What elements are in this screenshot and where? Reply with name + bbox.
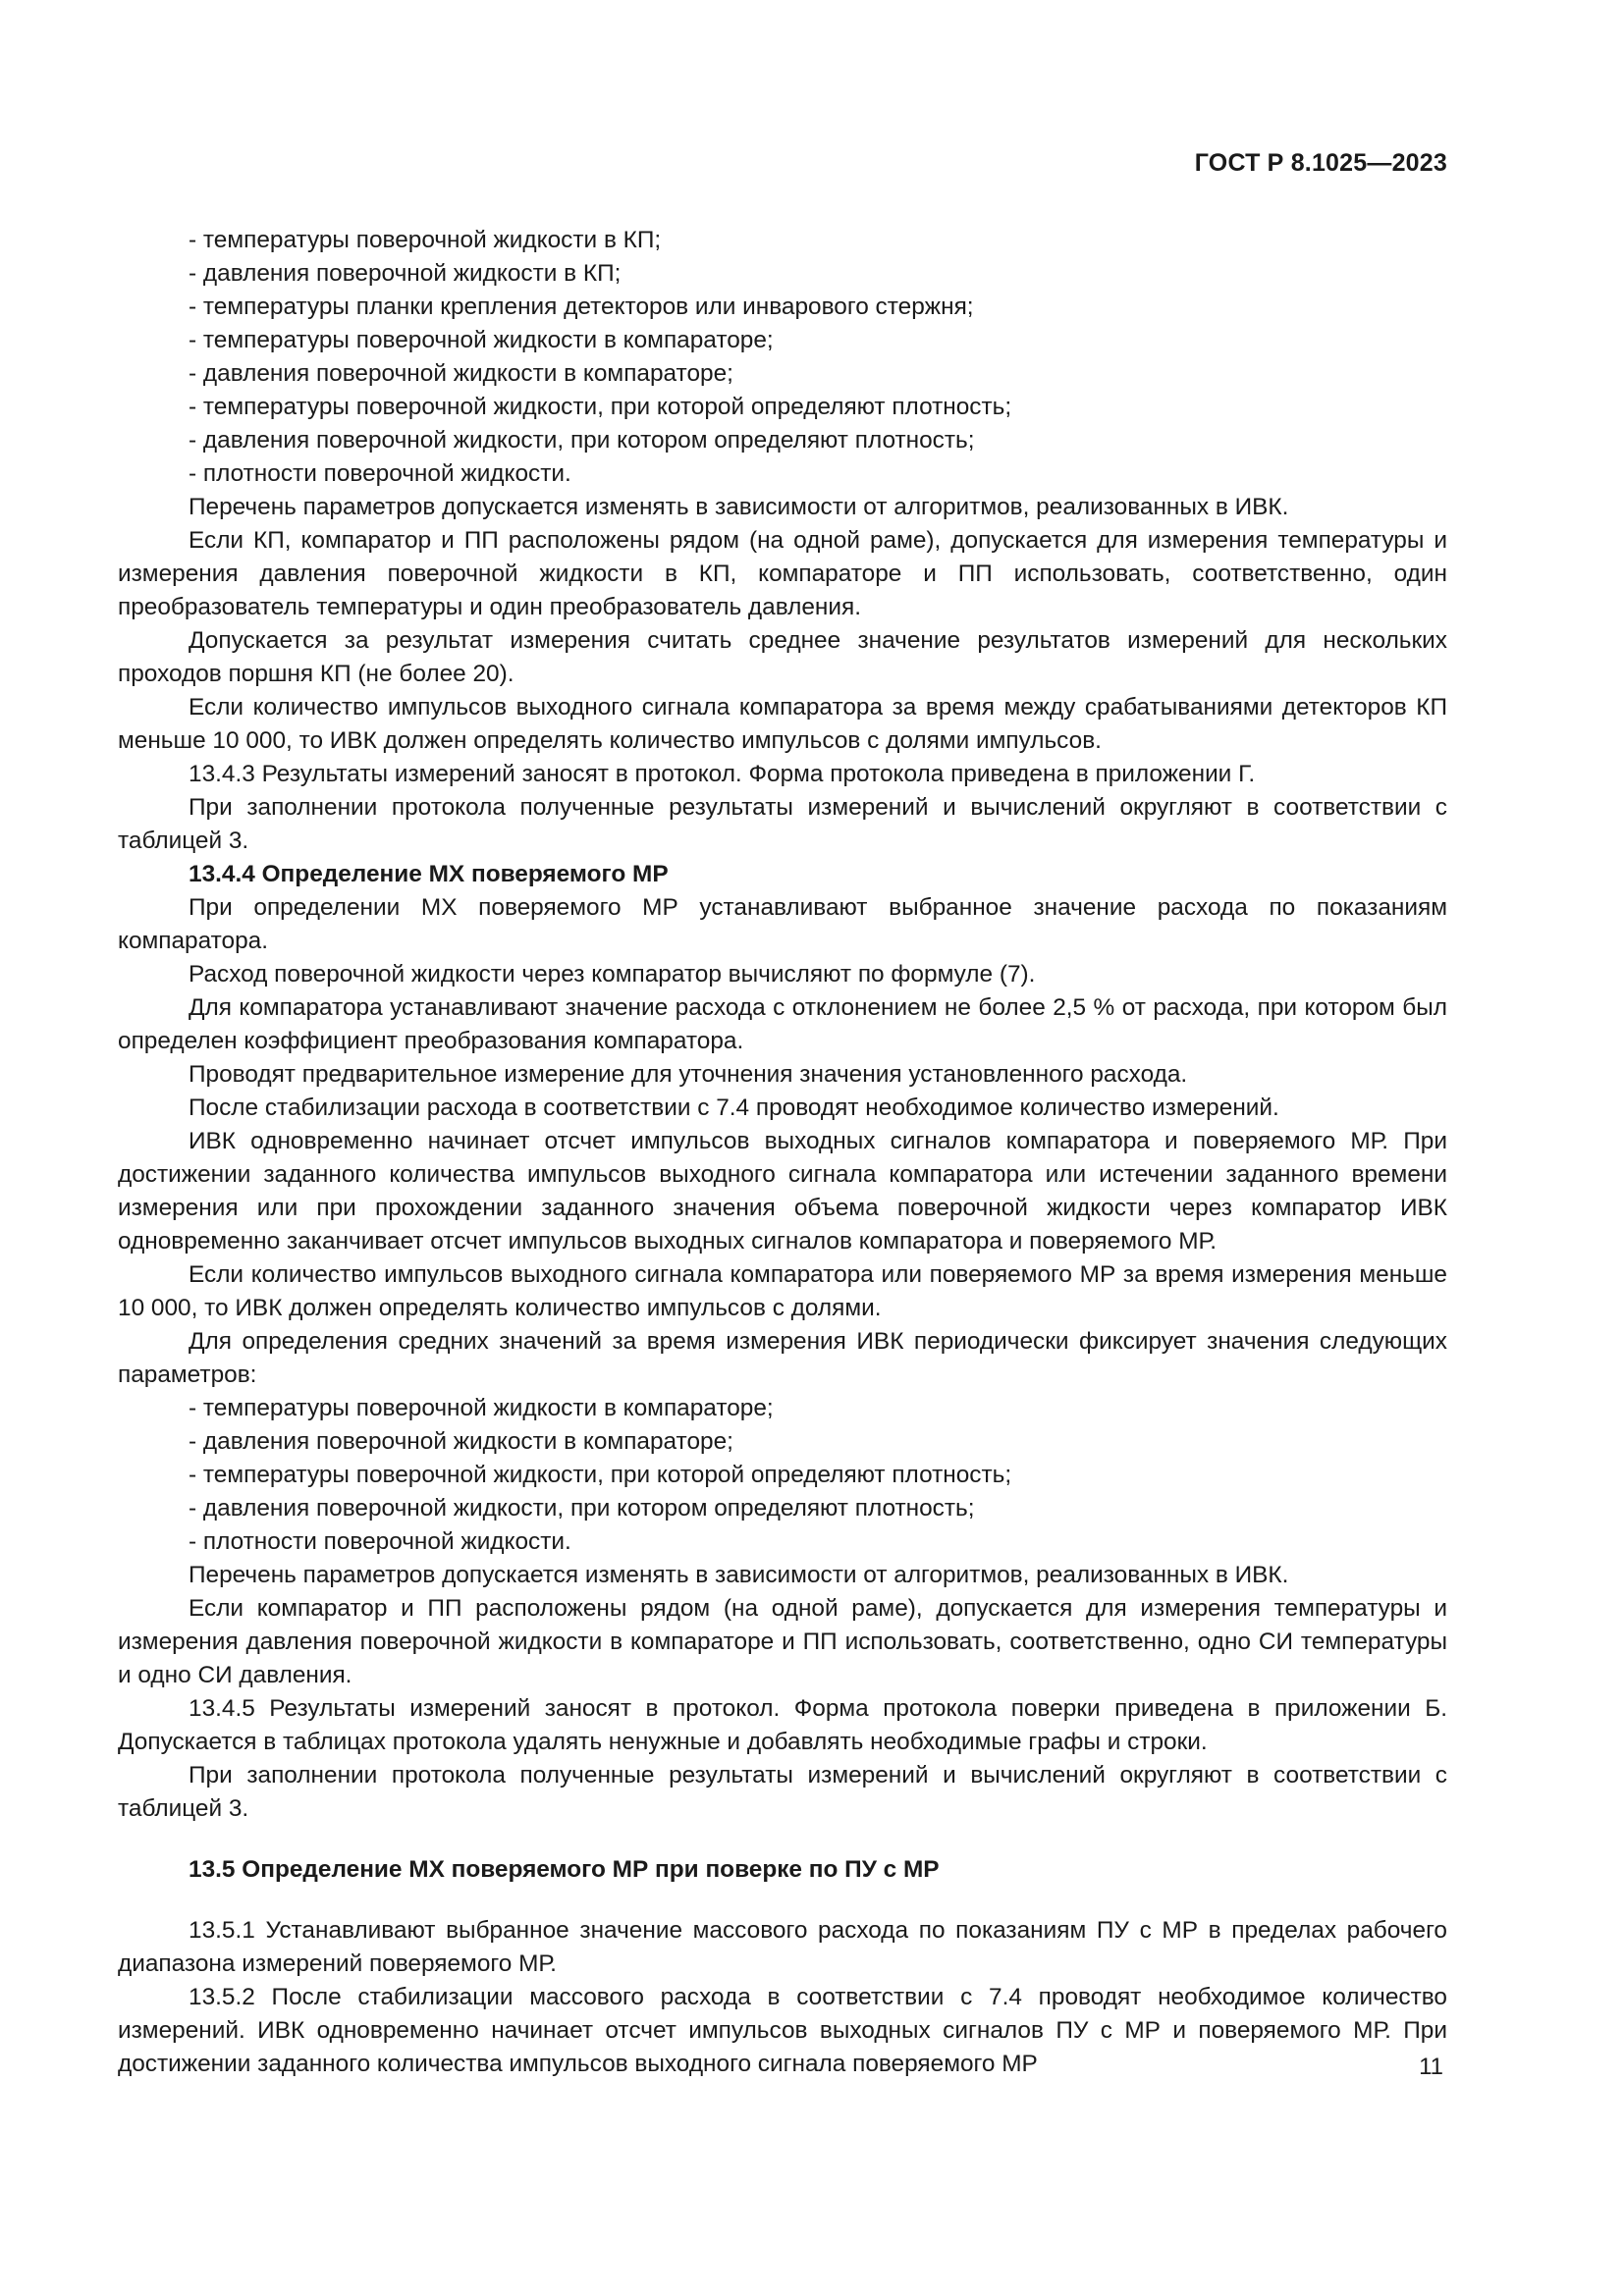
body-paragraph: - давления поверочной жидкости в компараторе; — [189, 360, 733, 387]
body-paragraph: Для определения средних значений за время измерения ИВК периодически фиксирует значения следующих параметров: — [118, 1328, 1447, 1388]
body-paragraph: - температуры поверочной жидкости в компараторе; — [189, 327, 774, 353]
body-paragraph: - температуры поверочной жидкости в КП; — [189, 227, 662, 253]
document-code-header: ГОСТ Р 8.1025—2023 — [1194, 149, 1447, 177]
body-paragraph: Перечень параметров допускается изменять в зависимости от алгоритмов, реализованных в ИВК. — [189, 494, 1289, 520]
body-paragraph: 13.5.1 Устанавливают выбранное значение массового расхода по показаниям ПУ с МР в пределах рабочего диапазона измерений поверяемого МР. — [118, 1917, 1447, 1977]
body-paragraph: 13.4.5 Результаты измерений заносят в протокол. Форма протокола поверки приведена в приложении Б. Допускается в таблицах протокола удалять ненужные и добавлять необходимые графы и строки. — [118, 1695, 1447, 1755]
body-paragraph: Перечень параметров допускается изменять в зависимости от алгоритмов, реализованных в ИВК. — [189, 1562, 1289, 1588]
body-paragraph: Если компаратор и ПП расположены рядом (на одной раме), допускается для измерения температуры и измерения давления поверочной жидкости в компараторе и ПП использовать, соответственно, одно СИ температуры и одно СИ давления. — [118, 1595, 1447, 1688]
body-paragraph: ИВК одновременно начинает отсчет импульсов выходных сигналов компаратора и поверяемого МР. При достижении заданного количества импульсов выходного сигнала компаратора или истечении заданного времени измерения или при прохождении заданного значения объема поверочной жидкости через компаратор ИВК одновременно заканчивает отсчет импульсов выходных сигналов компаратора и поверяемого МР. — [118, 1128, 1447, 1255]
body-paragraph: 13.5.2 После стабилизации массового расхода в соответствии с 7.4 проводят необходимое количество измерений. ИВК одновременно начинает отсчет импульсов выходных сигналов ПУ с МР и поверяемого МР. При достижении заданного количества импульсов выходного сигнала поверяемого МР — [118, 1984, 1447, 2077]
body-paragraph: Для компаратора устанавливают значение расхода с отклонением не более 2,5 % от расхода, при котором был определен коэффициент преобразования компаратора. — [118, 994, 1447, 1054]
document-body — [118, 224, 1447, 2081]
body-paragraph: - плотности поверочной жидкости. — [189, 1528, 571, 1555]
page-number: 11 — [1419, 2054, 1443, 2080]
section-heading: 13.5 Определение МХ поверяемого МР при поверке по ПУ с МР — [189, 1856, 940, 1883]
body-paragraph: При заполнении протокола полученные результаты измерений и вычислений округляют в соответствии с таблицей 3. — [118, 794, 1447, 854]
body-paragraph: - давления поверочной жидкости, при котором определяют плотность; — [189, 1495, 975, 1522]
body-paragraph: - температуры планки крепления детекторов или инварового стержня; — [189, 294, 974, 320]
body-paragraph: Допускается за результат измерения считать среднее значение результатов измерений для нескольких проходов поршня КП (не более 20). — [118, 627, 1447, 687]
body-paragraph: После стабилизации расхода в соответствии с 7.4 проводят необходимое количество измерений. — [189, 1095, 1279, 1121]
body-paragraph: - температуры поверочной жидкости в компараторе; — [189, 1395, 774, 1421]
body-paragraph: - плотности поверочной жидкости. — [189, 460, 571, 487]
body-paragraph: Проводят предварительное измерение для уточнения значения установленного расхода. — [189, 1061, 1188, 1088]
body-paragraph: - температуры поверочной жидкости, при которой определяют плотность; — [189, 394, 1012, 420]
body-paragraph: Если количество импульсов выходного сигнала компаратора или поверяемого МР за время измерения меньше 10 000, то ИВК должен определять количество импульсов с долями. — [118, 1261, 1447, 1321]
body-paragraph: При заполнении протокола полученные результаты измерений и вычислений округляют в соответствии с таблицей 3. — [118, 1762, 1447, 1822]
body-paragraph: Если количество импульсов выходного сигнала компаратора за время между срабатываниями детекторов КП меньше 10 000, то ИВК должен определять количество импульсов с долями импульсов. — [118, 694, 1447, 754]
section-heading: 13.4.4 Определение МХ поверяемого МР — [189, 861, 669, 887]
body-paragraph: - давления поверочной жидкости в КП; — [189, 260, 622, 287]
body-paragraph: - температуры поверочной жидкости, при которой определяют плотность; — [189, 1462, 1012, 1488]
body-paragraph: - давления поверочной жидкости в компараторе; — [189, 1428, 733, 1455]
body-paragraph: 13.4.3 Результаты измерений заносят в протокол. Форма протокола приведена в приложении Г. — [189, 761, 1256, 787]
body-paragraph: Расход поверочной жидкости через компаратор вычисляют по формуле (7). — [189, 961, 1036, 988]
body-paragraph: Если КП, компаратор и ПП расположены рядом (на одной раме), допускается для измерения температуры и измерения давления поверочной жидкости в КП, компараторе и ПП использовать, соответственно, один преобразователь температуры и один преобразователь давления. — [118, 527, 1447, 620]
body-paragraph: При определении МХ поверяемого МР устанавливают выбранное значение расхода по показаниям компаратора. — [118, 894, 1447, 954]
body-paragraph: - давления поверочной жидкости, при котором определяют плотность; — [189, 427, 975, 454]
